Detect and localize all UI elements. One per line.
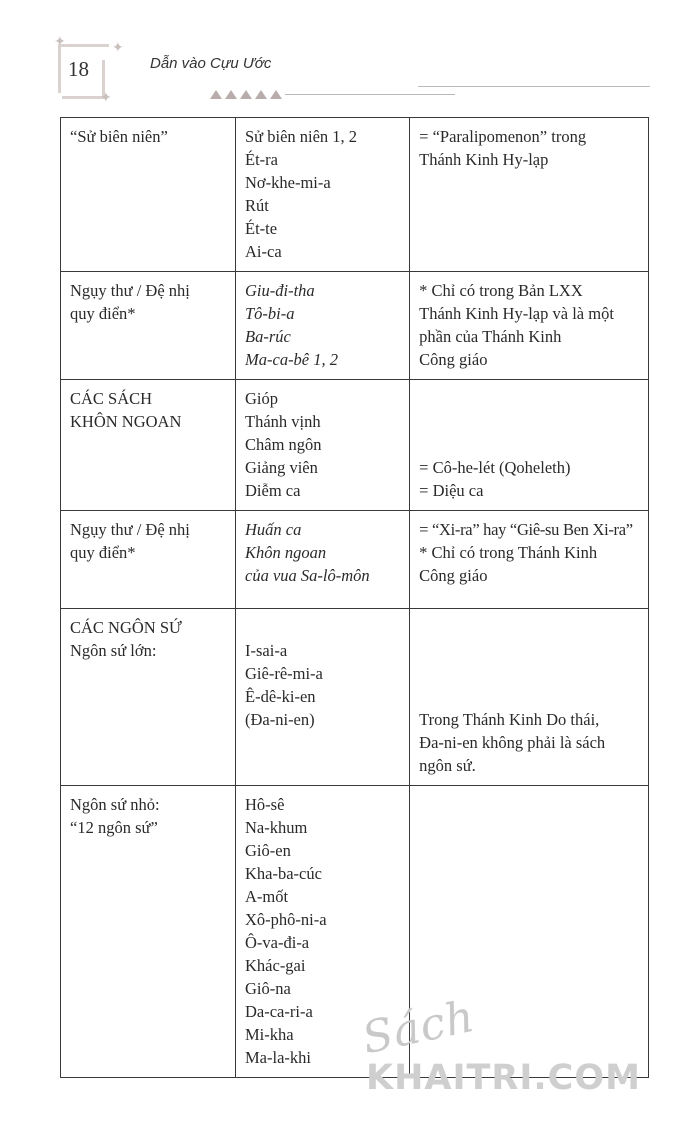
note-line: = Cô-he-lét (Qoheleth) bbox=[419, 458, 571, 477]
book-name: Khôn ngoan bbox=[245, 543, 327, 562]
cell-line: Ngụy thư / Đệ nhị bbox=[70, 520, 190, 539]
category-cell bbox=[61, 272, 236, 380]
note-cell bbox=[410, 380, 649, 511]
note-line: = “Xi-ra” hay “Giê-su Ben Xi-ra” bbox=[419, 520, 633, 539]
book-name: Châm ngôn bbox=[245, 435, 322, 454]
header-rule bbox=[285, 94, 455, 95]
sparkle-icon: ✦ bbox=[54, 34, 66, 50]
note-line: Công giáo bbox=[419, 350, 488, 369]
cell-line: Ngụy thư / Đệ nhị bbox=[70, 281, 190, 300]
running-title: Dẫn vào Cựu Ước bbox=[150, 55, 272, 72]
note-line: = “Paralipomenon” trong bbox=[419, 127, 587, 146]
page-number: 18 bbox=[68, 57, 89, 81]
cell-line: CÁC SÁCH bbox=[70, 389, 153, 408]
triangle-icon bbox=[270, 90, 282, 99]
note-line: phần của Thánh Kinh bbox=[419, 327, 562, 346]
note-line: ngôn sứ. bbox=[419, 756, 476, 775]
triangle-icon bbox=[210, 90, 222, 99]
book-name: I-sai-a bbox=[245, 641, 288, 660]
triangle-icon bbox=[255, 90, 267, 99]
book-name: Kha-ba-cúc bbox=[245, 864, 322, 883]
cell-line: “Sử biên niên” bbox=[70, 127, 168, 146]
sparkle-icon: ✦ bbox=[112, 40, 124, 56]
category-cell bbox=[61, 609, 236, 786]
category-cell bbox=[61, 786, 236, 1078]
books-cell bbox=[236, 380, 410, 511]
note-cell bbox=[410, 118, 649, 272]
triangle-ornament bbox=[210, 90, 282, 99]
note-line: * Chỉ có trong Bản LXX bbox=[419, 281, 583, 300]
cell-line: quy điển* bbox=[70, 543, 136, 562]
note-cell bbox=[410, 272, 649, 380]
book-name: Na-khum bbox=[245, 818, 308, 837]
books-cell bbox=[236, 609, 410, 786]
table-row bbox=[61, 272, 649, 380]
table-row bbox=[61, 511, 649, 609]
book-name: Giảng viên bbox=[245, 458, 318, 477]
book-name: Thánh vịnh bbox=[245, 412, 321, 431]
category-cell bbox=[61, 380, 236, 511]
book-name: Tô-bi-a bbox=[245, 304, 295, 323]
book-name: Mi-kha bbox=[245, 1025, 294, 1044]
table-row bbox=[61, 118, 649, 272]
book-name: Xô-phô-ni-a bbox=[245, 910, 327, 929]
cell-line: quy điển* bbox=[70, 304, 136, 323]
book-name: Gióp bbox=[245, 389, 278, 408]
book-name: Rút bbox=[245, 196, 269, 215]
triangle-icon bbox=[225, 90, 237, 99]
book-name: Hô-sê bbox=[245, 795, 285, 814]
book-name: Khác-gai bbox=[245, 956, 306, 975]
table-row bbox=[61, 786, 649, 1078]
table-row bbox=[61, 609, 649, 786]
books-table bbox=[60, 117, 649, 1078]
book-name: A-mốt bbox=[245, 887, 289, 906]
books-cell bbox=[236, 272, 410, 380]
note-cell bbox=[410, 511, 649, 609]
book-name: Diễm ca bbox=[245, 481, 301, 500]
cell-line: Ngôn sứ lớn: bbox=[70, 641, 157, 660]
book-name: Giô-na bbox=[245, 979, 291, 998]
book-name: Ma-ca-bê 1, 2 bbox=[245, 350, 339, 369]
cell-line: KHÔN NGOAN bbox=[70, 412, 182, 431]
book-name: Giu-đi-tha bbox=[245, 281, 315, 300]
book-name: Ma-la-khi bbox=[245, 1048, 311, 1067]
note-line: Thánh Kinh Hy-lạp và là một bbox=[419, 304, 614, 323]
category-cell bbox=[61, 511, 236, 609]
book-name: Ét-ra bbox=[245, 150, 278, 169]
book-name: Ê-dê-ki-en bbox=[245, 687, 316, 706]
book-name: (Đa-ni-en) bbox=[245, 710, 315, 729]
note-line: * Chỉ có trong Thánh Kinh bbox=[419, 543, 598, 562]
book-name: Giô-en bbox=[245, 841, 291, 860]
book-name: Giê-rê-mi-a bbox=[245, 664, 323, 683]
book-name: Ba-rúc bbox=[245, 327, 291, 346]
note-line: Trong Thánh Kinh Do thái, bbox=[419, 710, 600, 729]
note-cell bbox=[410, 609, 649, 786]
watermark-brand: KHAITRI.COM bbox=[366, 1058, 641, 1098]
note-line: Công giáo bbox=[419, 566, 488, 585]
book-name: Huấn ca bbox=[245, 520, 302, 539]
cell-line: CÁC NGÔN SỨ bbox=[70, 618, 182, 637]
book-name: Da-ca-ri-a bbox=[245, 1002, 313, 1021]
book-name: Ô-va-đi-a bbox=[245, 933, 310, 952]
table-row bbox=[61, 380, 649, 511]
book-name: Sử biên niên 1, 2 bbox=[245, 127, 358, 146]
cell-line: “12 ngôn sứ” bbox=[70, 818, 158, 837]
note-line: = Diệu ca bbox=[419, 481, 484, 500]
note-line: Thánh Kinh Hy-lạp bbox=[419, 150, 549, 169]
sparkle-icon: ✦ bbox=[100, 90, 112, 106]
category-cell bbox=[61, 118, 236, 272]
books-cell bbox=[236, 511, 410, 609]
note-line: Đa-ni-en không phải là sách bbox=[419, 733, 606, 752]
book-name: Ét-te bbox=[245, 219, 278, 238]
books-cell bbox=[236, 118, 410, 272]
triangle-icon bbox=[240, 90, 252, 99]
book-name: của vua Sa-lô-môn bbox=[245, 566, 370, 585]
cell-line: Ngôn sứ nhỏ: bbox=[70, 795, 160, 814]
book-name: Nơ-khe-mi-a bbox=[245, 173, 331, 192]
header-rule bbox=[418, 86, 650, 87]
book-name: Ai-ca bbox=[245, 242, 282, 261]
watermark-script: Sách bbox=[357, 990, 480, 1065]
